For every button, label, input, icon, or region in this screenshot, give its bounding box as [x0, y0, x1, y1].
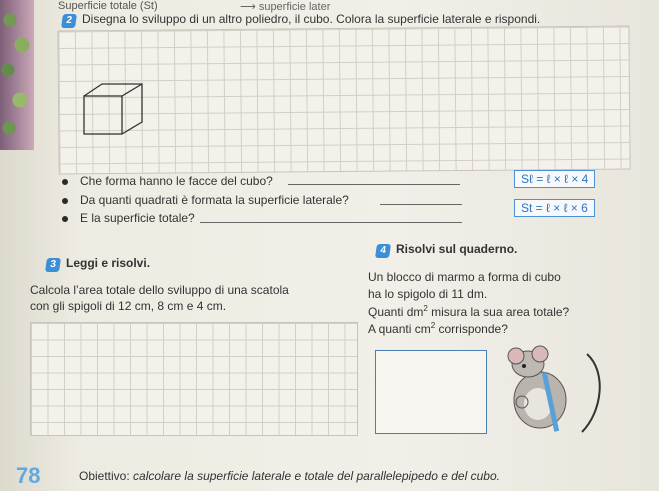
exercise-4-line-4: A quanti $cm^2$ corrisponde? [368, 321, 508, 336]
bullet-icon [62, 198, 68, 204]
answer-line-1[interactable] [288, 184, 460, 185]
lateral-surface-formula: Sℓ = ℓ × ℓ × 4 [514, 170, 595, 188]
exercise-3-text-line-1: Calcola l’area totale dello sviluppo di una scatola [30, 283, 289, 297]
cube-drawing [80, 82, 150, 138]
marble-cube-illustration [375, 350, 487, 434]
exercise-4-line-1: Un blocco di marmo a forma di cubo [368, 270, 561, 284]
exercise-4-title: 4 Risolvi sul quaderno. [376, 242, 517, 258]
mouse-illustration [492, 342, 612, 442]
exercise-2-instruction [62, 12, 540, 28]
exercise-4-line-2: ha lo spigolo di 11 dm. [368, 287, 488, 301]
question-3: E la superficie totale? [62, 211, 195, 225]
exercise-number-badge: 3 [45, 258, 61, 272]
exercise-4-line-3: Quanti $dm^2$ misura la sua area totale? [368, 304, 570, 319]
learning-objective: Obiettivo: calcolare la superficie laterale e totale del parallelepipedo e del cubo. [79, 469, 500, 483]
bullet-icon [62, 179, 68, 185]
plant-decoration [0, 0, 34, 150]
exercise-number-badge: 4 [375, 244, 391, 258]
bullet-icon [62, 216, 68, 222]
exercise-2-text: Disegna lo sviluppo di un altro poliedro, il cubo. Colora la superficie laterale e rispondi. [82, 12, 541, 26]
page-number: 78 [16, 463, 41, 488]
header-arrow-text: ⟶ superficie later [240, 1, 331, 13]
question-2: Da quanti quadrati è formata la superficie laterale? [62, 193, 349, 207]
answer-line-2[interactable] [380, 204, 462, 205]
answer-line-3[interactable] [200, 222, 462, 223]
total-surface-formula: St = ℓ × ℓ × 6 [514, 199, 595, 217]
calculation-grid[interactable] [30, 322, 358, 436]
exercise-3-text-line-2: con gli spigoli di 12 cm, 8 cm e 4 cm. [30, 299, 227, 313]
section-header: Superficie totale (St) [58, 0, 158, 12]
exercise-number-badge: 2 [61, 14, 77, 28]
exercise-3-title: 3 Leggi e risolvi. [46, 256, 150, 272]
question-1: Che forma hanno le facce del cubo? [62, 174, 273, 188]
